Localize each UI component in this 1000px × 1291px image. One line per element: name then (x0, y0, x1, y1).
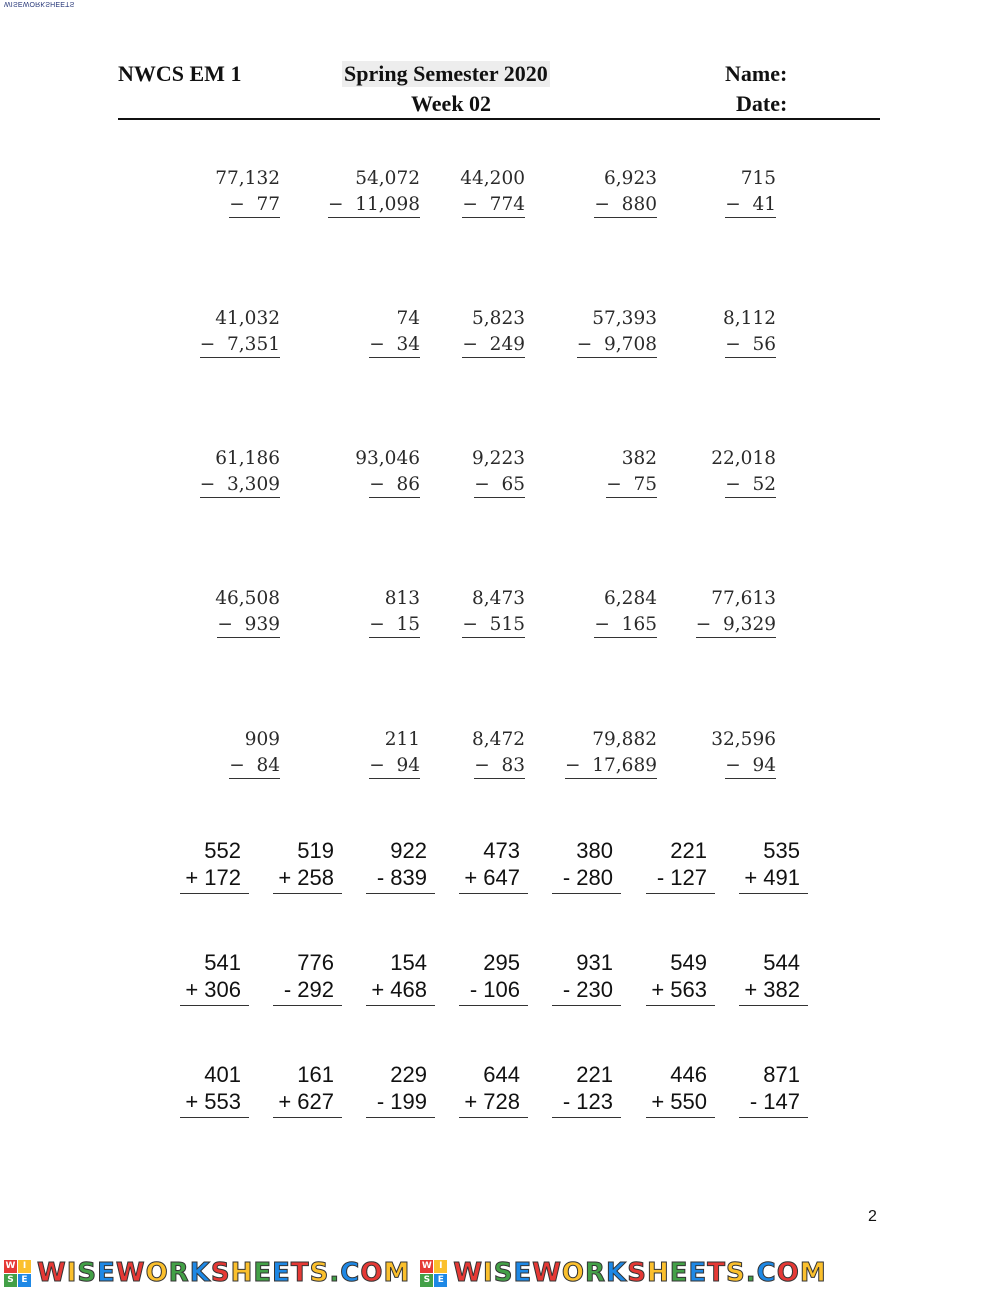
second-operand: + 647 (459, 865, 528, 894)
second-operand: - 106 (459, 977, 528, 1006)
subtraction-problem (713, 729, 786, 789)
second-operand: + 627 (273, 1089, 342, 1118)
first-operand: 161 (297, 1062, 334, 1087)
minuend: 6,923 (604, 168, 657, 189)
logo-tile: W (421, 1260, 432, 1271)
subtrahend: − 17,689 (565, 755, 657, 779)
minuend: 22,018 (711, 448, 776, 469)
minuend: 93,046 (355, 448, 420, 469)
second-operand: - 147 (739, 1089, 808, 1118)
first-operand: 776 (297, 950, 334, 975)
minuend: 54,072 (355, 168, 420, 189)
arithmetic-problem (366, 1062, 435, 1122)
arithmetic-problem (273, 950, 342, 1010)
minuend: 6,284 (604, 588, 657, 609)
subtrahend: − 52 (725, 474, 776, 498)
subtrahend: − 94 (369, 755, 420, 779)
logo-tile: E (18, 1274, 31, 1287)
first-operand: 544 (763, 950, 800, 975)
first-operand: 931 (576, 950, 613, 975)
date-label: Date: (736, 91, 788, 116)
subtraction-problem (713, 448, 786, 508)
subtrahend: − 11,098 (328, 194, 420, 218)
arithmetic-problem (366, 838, 435, 898)
minuend: 46,508 (215, 588, 280, 609)
second-operand: + 172 (180, 865, 249, 894)
arithmetic-problem (552, 838, 621, 898)
first-operand: 154 (390, 950, 427, 975)
subtrahend: − 515 (462, 614, 525, 638)
minuend: 8,112 (723, 308, 776, 329)
first-operand: 541 (204, 950, 241, 975)
header-divider (118, 118, 880, 120)
subtrahend: − 9,329 (696, 614, 776, 638)
subtraction-problem (713, 308, 786, 368)
subtraction-problem (593, 588, 667, 648)
minuend: 382 (621, 448, 657, 469)
subtrahend: − 84 (229, 755, 280, 779)
arithmetic-problem (552, 1062, 621, 1122)
second-operand: - 280 (552, 865, 621, 894)
arithmetic-problem (459, 1062, 528, 1122)
subtraction-problem (593, 448, 667, 508)
first-operand: 549 (670, 950, 707, 975)
subtraction-problem (218, 729, 290, 789)
second-operand: + 550 (646, 1089, 715, 1118)
logo-tile: E (434, 1274, 447, 1287)
minuend: 77,132 (215, 168, 280, 189)
subtrahend: − 939 (217, 614, 280, 638)
arithmetic-problem (180, 1062, 249, 1122)
logo-tile: W (5, 1260, 16, 1271)
second-operand: + 491 (739, 865, 808, 894)
subtraction-problem (215, 588, 290, 648)
minuend: 77,613 (711, 588, 776, 609)
footer-watermark (0, 1255, 1000, 1291)
subtrahend: − 9,708 (577, 334, 657, 358)
logo-tile: S (420, 1274, 433, 1287)
minuend: 41,032 (215, 308, 280, 329)
minuend: 813 (384, 588, 420, 609)
name-label: Name: (725, 61, 788, 86)
arithmetic-problem (273, 1062, 342, 1122)
second-operand: - 230 (552, 977, 621, 1006)
subtraction-problem (565, 729, 667, 789)
first-operand: 229 (390, 1062, 427, 1087)
first-operand: 644 (483, 1062, 520, 1087)
arithmetic-problem (273, 838, 342, 898)
second-operand: + 468 (366, 977, 435, 1006)
first-operand: 519 (297, 838, 334, 863)
second-operand: - 123 (552, 1089, 621, 1118)
subtrahend: − 7,351 (200, 334, 280, 358)
first-operand: 871 (763, 1062, 800, 1087)
week-title: Week 02 (411, 91, 492, 116)
subtrahend: − 56 (725, 334, 776, 358)
arithmetic-problem (180, 950, 249, 1010)
second-operand: + 382 (739, 977, 808, 1006)
first-operand: 535 (763, 838, 800, 863)
arithmetic-problem (739, 838, 808, 898)
minuend: 44,200 (460, 168, 525, 189)
subtrahend: − 774 (462, 194, 525, 218)
subtraction-problem (215, 168, 290, 228)
minuend: 715 (740, 168, 776, 189)
second-operand: + 258 (273, 865, 342, 894)
subtraction-problem (466, 448, 535, 508)
arithmetic-problem (366, 950, 435, 1010)
subtraction-problem (199, 308, 290, 368)
logo-tile: I (18, 1260, 31, 1273)
first-operand: 295 (483, 950, 520, 975)
subtraction-problem (462, 308, 535, 368)
subtraction-problem (332, 729, 430, 789)
second-operand: + 553 (180, 1089, 249, 1118)
logo-tile: S (4, 1274, 17, 1287)
subtrahend: − 15 (369, 614, 420, 638)
subtraction-problem (593, 168, 667, 228)
subtraction-problem (713, 168, 786, 228)
brand-text: WISEWORKSHEETS.COM (453, 1258, 827, 1288)
arithmetic-problem (739, 950, 808, 1010)
subtraction-problem (332, 588, 430, 648)
subtrahend: − 94 (725, 755, 776, 779)
first-operand: 446 (670, 1062, 707, 1087)
first-operand: 401 (204, 1062, 241, 1087)
subtrahend: − 165 (594, 614, 657, 638)
subtrahend: − 86 (369, 474, 420, 498)
subtrahend: − 41 (725, 194, 776, 218)
subtraction-problem (466, 729, 535, 789)
subtrahend: − 3,309 (200, 474, 280, 498)
arithmetic-problem (646, 1062, 715, 1122)
first-operand: 922 (390, 838, 427, 863)
subtraction-problem (328, 168, 430, 228)
subtrahend: − 65 (474, 474, 525, 498)
minuend: 61,186 (215, 448, 280, 469)
subtraction-problem (332, 308, 430, 368)
brand-text: WISEWORKSHEETS.COM (37, 1258, 411, 1288)
subtraction-problem (695, 588, 786, 648)
first-operand: 473 (483, 838, 520, 863)
brand-logo-icon (4, 1260, 31, 1287)
minuend: 909 (244, 729, 280, 750)
arithmetic-problem (180, 838, 249, 898)
brand-logo-icon (420, 1260, 447, 1287)
second-operand: + 728 (459, 1089, 528, 1118)
arithmetic-problem (459, 950, 528, 1010)
minuend: 74 (396, 308, 420, 329)
subtraction-problem (576, 308, 667, 368)
second-operand: - 199 (366, 1089, 435, 1118)
subtrahend: − 75 (606, 474, 657, 498)
subtraction-problem (332, 448, 430, 508)
minuend: 9,223 (472, 448, 525, 469)
minuend: 8,472 (472, 729, 525, 750)
arithmetic-problem (739, 1062, 808, 1122)
second-operand: + 563 (646, 977, 715, 1006)
minuend: 79,882 (592, 729, 657, 750)
minuend: 57,393 (592, 308, 657, 329)
page-number: 2 (868, 1208, 877, 1225)
first-operand: 221 (670, 838, 707, 863)
second-operand: - 127 (646, 865, 715, 894)
semester-title: Spring Semester 2020 (344, 61, 548, 86)
subtraction-problem (460, 168, 535, 228)
arithmetic-problem (646, 950, 715, 1010)
minuend: 211 (384, 729, 420, 750)
first-operand: 380 (576, 838, 613, 863)
first-operand: 552 (204, 838, 241, 863)
class-title: NWCS EM 1 (118, 61, 242, 86)
subtrahend: − 77 (229, 194, 280, 218)
subtraction-problem (462, 588, 535, 648)
logo-tile: I (434, 1260, 447, 1273)
first-operand: 221 (576, 1062, 613, 1087)
top-watermark: WISEWORKSHEETS (4, 0, 75, 7)
subtrahend: − 880 (594, 194, 657, 218)
arithmetic-problem (459, 838, 528, 898)
arithmetic-problem (646, 838, 715, 898)
second-operand: - 839 (366, 865, 435, 894)
minuend: 5,823 (472, 308, 525, 329)
subtrahend: − 34 (369, 334, 420, 358)
arithmetic-problem (552, 950, 621, 1010)
second-operand: + 306 (180, 977, 249, 1006)
subtrahend: − 249 (462, 334, 525, 358)
subtrahend: − 83 (474, 755, 525, 779)
minuend: 8,473 (472, 588, 525, 609)
minuend: 32,596 (711, 729, 776, 750)
subtraction-problem (199, 448, 290, 508)
second-operand: - 292 (273, 977, 342, 1006)
